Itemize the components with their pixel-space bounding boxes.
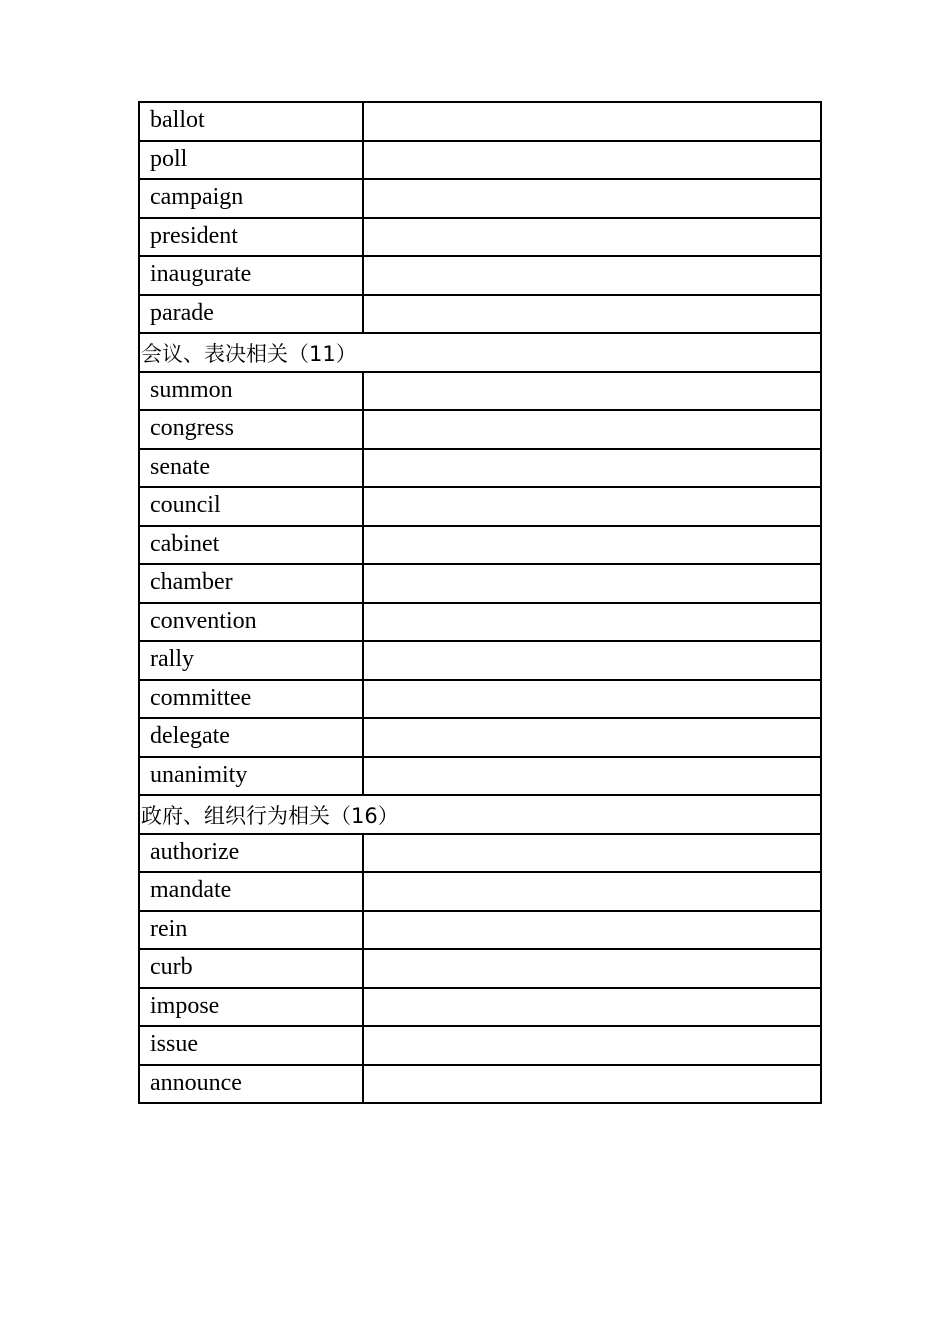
vocab-word-cell bbox=[139, 410, 363, 449]
vocab-word-cell bbox=[139, 487, 363, 526]
table-row bbox=[139, 449, 821, 488]
table-row bbox=[139, 256, 821, 295]
vocab-word-cell bbox=[139, 718, 363, 757]
vocab-word-cell bbox=[139, 988, 363, 1027]
definition-blank-cell bbox=[363, 141, 821, 180]
vocab-word-cell bbox=[139, 757, 363, 796]
vocab-word: delegate bbox=[150, 723, 230, 749]
vocab-word-cell bbox=[139, 526, 363, 565]
table-row bbox=[139, 487, 821, 526]
definition-blank-cell bbox=[363, 872, 821, 911]
definition-blank-cell bbox=[363, 295, 821, 334]
definition-blank-cell bbox=[363, 718, 821, 757]
definition-blank-cell bbox=[363, 603, 821, 642]
vocabulary-table-body bbox=[139, 102, 821, 1103]
table-row bbox=[139, 564, 821, 603]
table-row bbox=[139, 603, 821, 642]
vocab-word: committee bbox=[150, 684, 252, 711]
vocab-word: summon bbox=[150, 376, 233, 403]
vocab-word: curb bbox=[150, 954, 193, 980]
vocab-word-cell bbox=[139, 256, 363, 295]
vocab-word-cell bbox=[139, 603, 363, 642]
table-row bbox=[139, 526, 821, 565]
definition-blank-cell bbox=[363, 449, 821, 488]
vocab-word: president bbox=[150, 222, 238, 249]
vocab-word-cell bbox=[139, 949, 363, 988]
vocab-word-cell bbox=[139, 872, 363, 911]
definition-blank-cell bbox=[363, 1026, 821, 1065]
vocab-word: issue bbox=[150, 1031, 198, 1057]
vocab-word-cell bbox=[139, 1026, 363, 1065]
vocab-word-cell bbox=[139, 641, 363, 680]
table-row bbox=[139, 102, 821, 141]
definition-blank-cell bbox=[363, 487, 821, 526]
vocabulary-table bbox=[138, 101, 822, 1104]
vocab-word: rally bbox=[150, 646, 194, 672]
vocab-word: mandate bbox=[150, 877, 232, 903]
definition-blank-cell bbox=[363, 641, 821, 680]
vocab-word-cell bbox=[139, 911, 363, 950]
vocab-word: announce bbox=[150, 1069, 242, 1096]
definition-blank-cell bbox=[363, 757, 821, 796]
vocab-word-cell bbox=[139, 179, 363, 218]
vocab-word-cell bbox=[139, 372, 363, 411]
definition-blank-cell bbox=[363, 911, 821, 950]
vocab-word: cabinet bbox=[150, 530, 220, 557]
table-row bbox=[139, 372, 821, 411]
vocab-word: parade bbox=[150, 299, 214, 326]
table-row bbox=[139, 911, 821, 950]
definition-blank-cell bbox=[363, 372, 821, 411]
definition-blank-cell bbox=[363, 218, 821, 257]
table-row bbox=[139, 680, 821, 719]
definition-blank-cell bbox=[363, 102, 821, 141]
table-row bbox=[139, 641, 821, 680]
definition-blank-cell bbox=[363, 564, 821, 603]
table-row bbox=[139, 141, 821, 180]
section-header-cell bbox=[139, 795, 821, 834]
table-row bbox=[139, 410, 821, 449]
section-header-label: 政府、组织行为相关（16） bbox=[141, 804, 399, 828]
vocab-word: inaugurate bbox=[150, 261, 252, 287]
vocab-word: convention bbox=[150, 607, 257, 634]
vocab-word: rein bbox=[150, 915, 188, 942]
vocab-word: campaign bbox=[150, 184, 244, 210]
definition-blank-cell bbox=[363, 179, 821, 218]
vocab-word-cell bbox=[139, 102, 363, 141]
table-row bbox=[139, 949, 821, 988]
vocab-word: ballot bbox=[150, 107, 205, 133]
table-row bbox=[139, 834, 821, 873]
definition-blank-cell bbox=[363, 949, 821, 988]
vocab-word-cell bbox=[139, 141, 363, 180]
table-row bbox=[139, 179, 821, 218]
vocab-word: chamber bbox=[150, 569, 233, 595]
definition-blank-cell bbox=[363, 526, 821, 565]
vocab-word: impose bbox=[150, 992, 220, 1019]
table-row bbox=[139, 988, 821, 1027]
table-row bbox=[139, 757, 821, 796]
vocab-word-cell bbox=[139, 564, 363, 603]
vocab-word: council bbox=[150, 492, 221, 518]
table-row bbox=[139, 218, 821, 257]
vocab-word: authorize bbox=[150, 838, 240, 865]
vocab-word-cell bbox=[139, 449, 363, 488]
table-row bbox=[139, 872, 821, 911]
vocab-word: unanimity bbox=[150, 761, 248, 788]
definition-blank-cell bbox=[363, 410, 821, 449]
table-row bbox=[139, 295, 821, 334]
vocab-word-cell bbox=[139, 834, 363, 873]
section-header-row bbox=[139, 795, 821, 834]
vocab-word-cell bbox=[139, 680, 363, 719]
definition-blank-cell bbox=[363, 834, 821, 873]
section-header-row bbox=[139, 333, 821, 372]
vocab-word-cell bbox=[139, 218, 363, 257]
table-row bbox=[139, 1065, 821, 1104]
vocab-word-cell bbox=[139, 1065, 363, 1104]
vocab-word: congress bbox=[150, 415, 234, 441]
definition-blank-cell bbox=[363, 1065, 821, 1104]
table-row bbox=[139, 718, 821, 757]
vocab-word-cell bbox=[139, 295, 363, 334]
definition-blank-cell bbox=[363, 256, 821, 295]
definition-blank-cell bbox=[363, 680, 821, 719]
table-row bbox=[139, 1026, 821, 1065]
definition-blank-cell bbox=[363, 988, 821, 1027]
vocab-word: poll bbox=[150, 145, 188, 172]
section-header-label: 会议、表决相关（11） bbox=[141, 342, 357, 366]
vocab-word: senate bbox=[150, 453, 210, 480]
section-header-cell bbox=[139, 333, 821, 372]
